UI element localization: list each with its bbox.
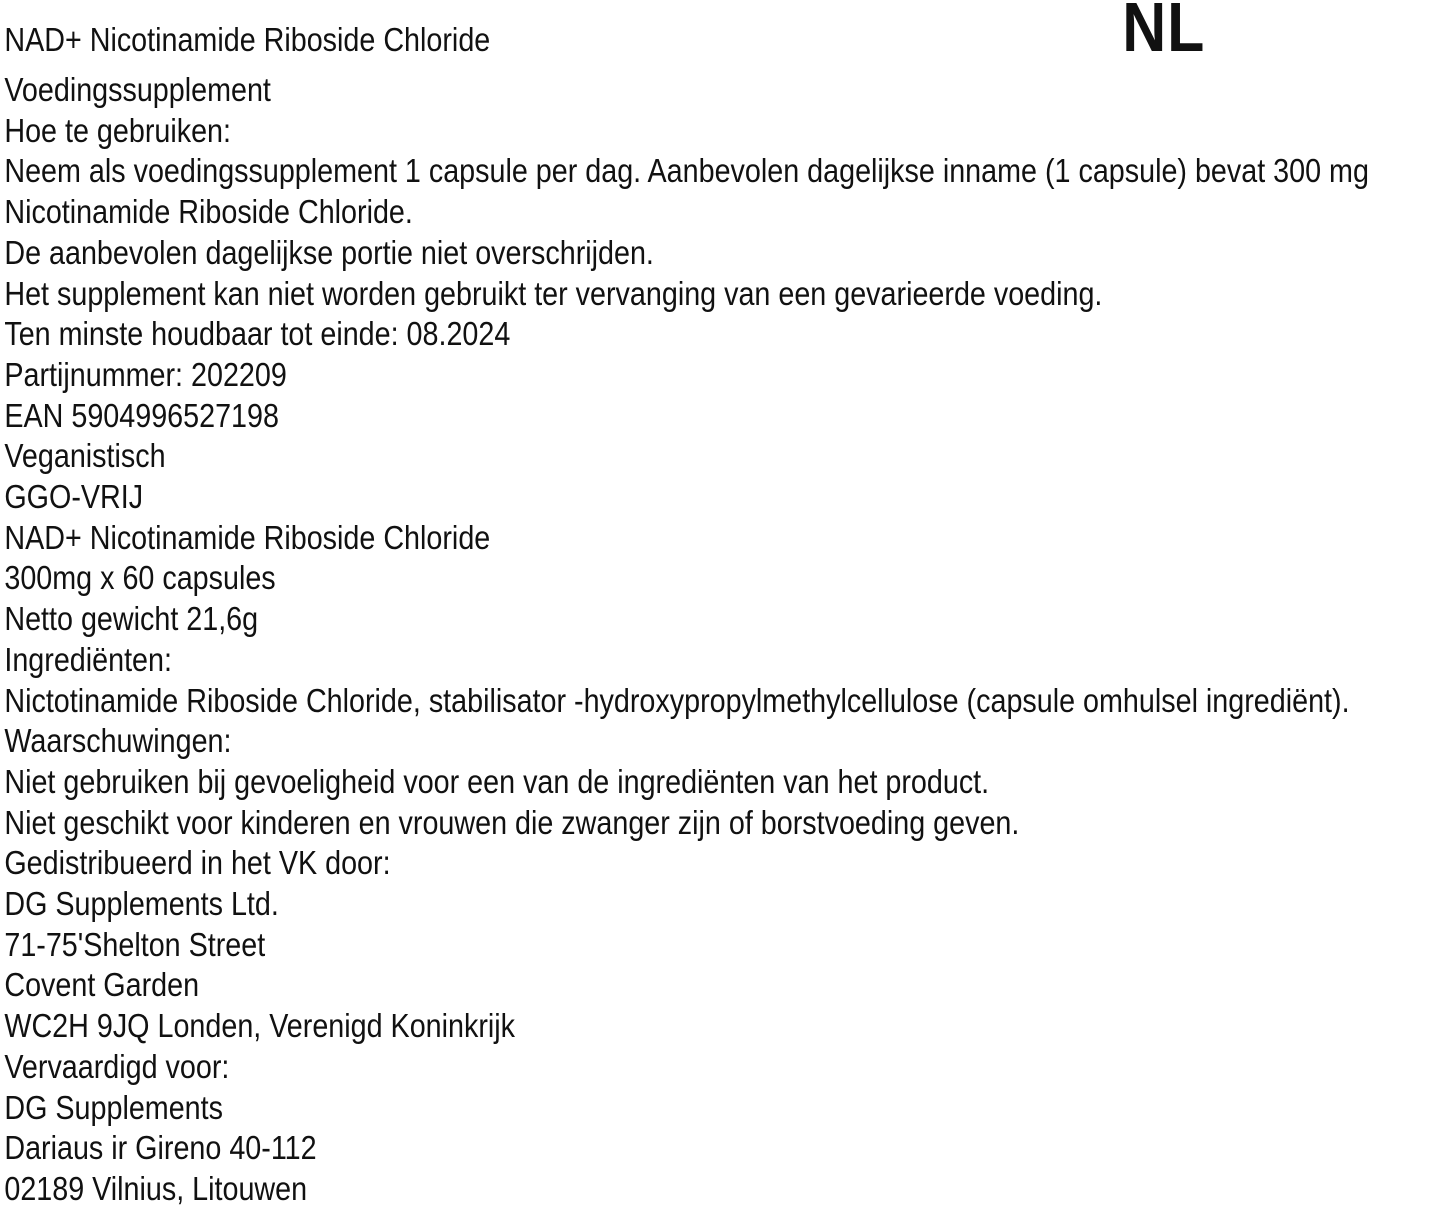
text-line: Ten minste houdbaar tot einde: 08.2024 [4, 315, 511, 353]
text-line: NAD+ Nicotinamide Riboside Chloride [4, 518, 491, 556]
text-line: Dariaus ir Gireno 40-112 [4, 1129, 317, 1167]
text-line: Waarschuwingen: [4, 722, 232, 760]
label-body [4, 70, 1454, 1210]
language-code: NL [1122, 0, 1206, 66]
text-line: GGO-VRIJ [4, 478, 144, 516]
text-line: Niet gebruiken bij gevoeligheid voor een van de ingrediënten van het product. [4, 762, 990, 800]
text-line: Ingrediënten: [4, 640, 172, 678]
text-line: Niet geschikt voor kinderen en vrouwen die zwanger zijn of borstvoeding geven. [4, 803, 1020, 841]
text-line: Netto gewicht 21,6g [4, 600, 259, 638]
text-line: Gedistribueerd in het VK door: [4, 844, 391, 882]
text-line: Neem als voedingssupplement 1 capsule per dag. Aanbevolen dagelijkse inname (1 capsule) bevat 300 mg [4, 152, 1369, 190]
text-line: Nicotinamide Riboside Chloride. [4, 193, 413, 231]
text-line: DG Supplements Ltd. [4, 885, 279, 923]
text-line: De aanbevolen dagelijkse portie niet overschrijden. [4, 233, 654, 271]
text-line: Hoe te gebruiken: [4, 111, 231, 149]
text-line: Voedingssupplement [4, 71, 271, 108]
text-line: 02189 Vilnius, Litouwen [4, 1169, 308, 1207]
text-line: DG Supplements [4, 1088, 223, 1126]
text-line: Het supplement kan niet worden gebruikt ter vervanging van een gevarieerde voeding. [4, 274, 1103, 312]
text-line: WC2H 9JQ Londen, Verenigd Koninkrijk [4, 1007, 516, 1045]
text-line: Covent Garden [4, 966, 200, 1004]
text-line: EAN 5904996527198 [4, 396, 279, 434]
text-line: 300mg x 60 capsules [4, 559, 276, 597]
text-line: Nictotinamide Riboside Chloride, stabilisator -hydroxypropylmethylcellulose (capsule omhulsel ingrediënt). [4, 681, 1350, 719]
text-line: Veganistisch [4, 437, 166, 475]
text-line: Partijnummer: 202209 [4, 355, 287, 393]
text-line: 71-75'Shelton Street [4, 925, 266, 963]
text-line: Vervaardigd voor: [4, 1047, 230, 1085]
product-title: NAD+ Nicotinamide Riboside Chloride [4, 21, 491, 58]
